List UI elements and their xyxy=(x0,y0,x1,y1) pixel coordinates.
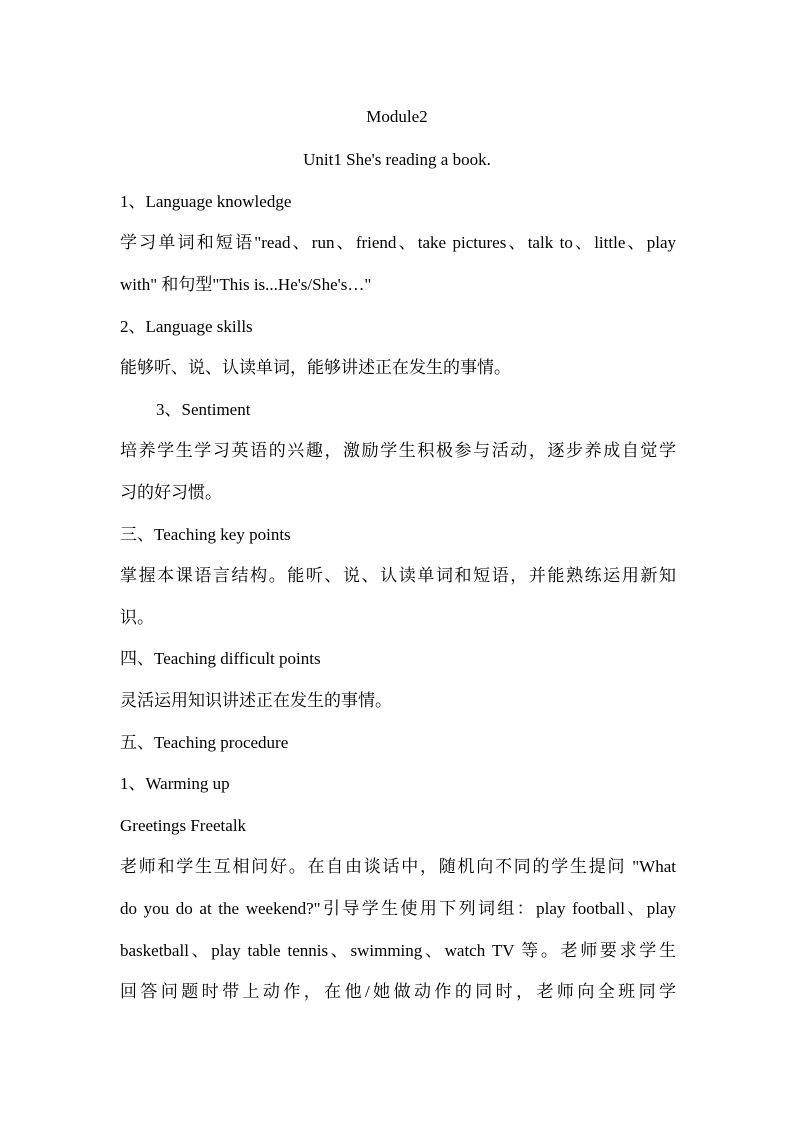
section-heading-key-points: 三、Teaching key points xyxy=(120,525,291,544)
document-subtitle: Unit1 She's reading a book. xyxy=(303,150,491,169)
paragraph-line: 识。 xyxy=(120,608,154,627)
paragraph-line: 学习单词和短语"read、run、friend、take pictures、talk to、little、play xyxy=(120,233,676,252)
section-heading-language-skills: 2、Language skills xyxy=(120,317,253,336)
paragraph-line: 回答问题时带上动作，在他/她做动作的同时，老师向全班同学 xyxy=(120,982,676,1001)
section-heading-difficult-points: 四、Teaching difficult points xyxy=(120,649,321,668)
paragraph-line: 老师和学生互相问好。在自由谈话中，随机向不同的学生提问 "What xyxy=(120,857,676,876)
paragraph-line: with" 和句型"This is...He's/She's…" xyxy=(120,275,372,294)
document-title: Module2 xyxy=(366,107,428,126)
section-heading-language-knowledge: 1、Language knowledge xyxy=(120,192,292,211)
section-heading-procedure: 五、Teaching procedure xyxy=(120,733,289,752)
paragraph-line: 掌握本课语言结构。能听、说、认读单词和短语，并能熟练运用新知 xyxy=(120,566,676,585)
paragraph-line: 培养学生学习英语的兴趣，激励学生积极参与活动，逐步养成自觉学 xyxy=(120,441,676,460)
paragraph-line: basketball、play table tennis、swimming、watch TV 等。老师要求学生 xyxy=(120,941,676,960)
paragraph-line: Greetings Freetalk xyxy=(120,816,247,835)
section-heading-sentiment: 3、Sentiment xyxy=(156,400,251,419)
paragraph-line: 灵活运用知识讲述正在发生的事情。 xyxy=(120,691,392,710)
paragraph-line: do you do at the weekend?"引导学生使用下列词组：play football、play xyxy=(120,899,676,918)
paragraph-line: 习的好习惯。 xyxy=(120,483,222,502)
section-heading-warming-up: 1、Warming up xyxy=(120,774,230,793)
paragraph-line: 能够听、说、认读单词，能够讲述正在发生的事情。 xyxy=(120,358,511,377)
